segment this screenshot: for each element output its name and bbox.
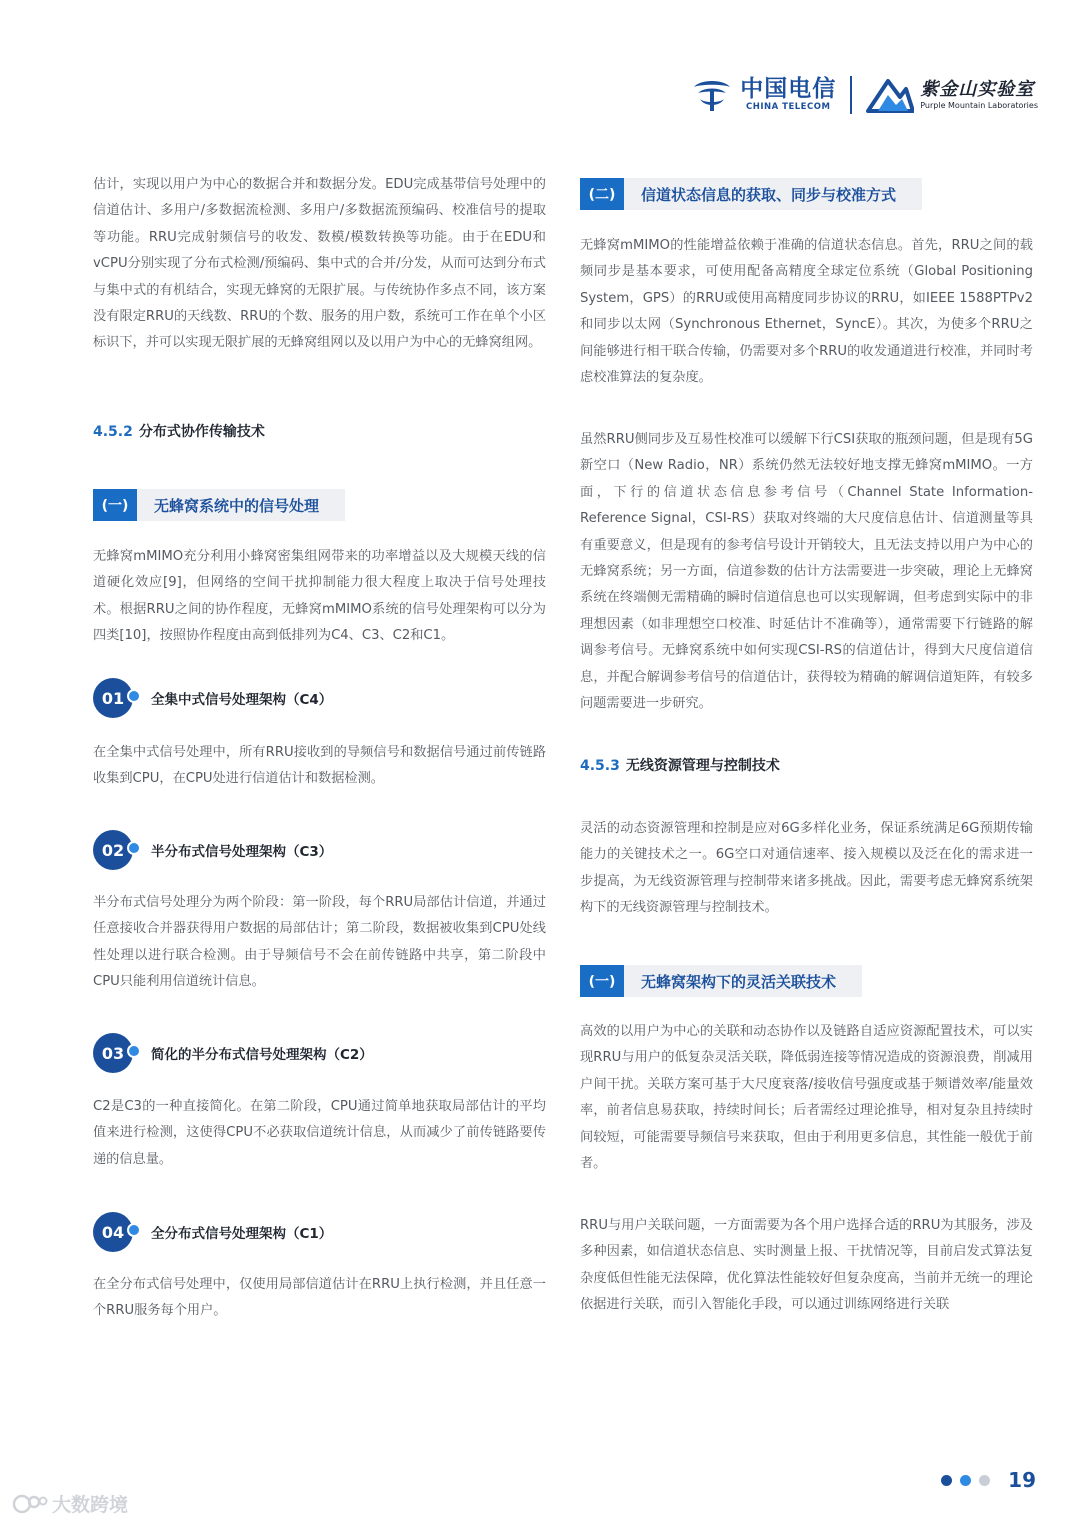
mountain-icon xyxy=(866,77,914,113)
lab-name-cn: 紫金山实验室 xyxy=(920,78,1035,100)
subheading-label: 信道状态信息的获取、同步与校准方式 xyxy=(624,178,922,210)
item-number-badge: 01 xyxy=(93,678,133,718)
subheading-label: 无蜂窝系统中的信号处理 xyxy=(137,489,345,521)
item-number-badge: 03 xyxy=(93,1033,133,1073)
logo-divider xyxy=(850,76,852,114)
item-heading-04 xyxy=(93,1212,546,1252)
china-telecom-icon xyxy=(690,77,734,113)
csi-paragraph-2: 虽然RRU侧同步及互易性校准可以缓解下行CSI获取的瓶颈问题，但是现有5G新空口（New Radio，NR）系统仍然无法较好地支撑无蜂窝mMIMO。一方面，下行的信道状态信息参考信号（Channel State Information-Reference Signal，CSI-RS）获取对终端的大尺度信息估计、信道测量等具有重要意义，但是现有的参考信号设计开销较大，且无法支持以用户为中心的无蜂窝系统；另一方面，信道参数的估计方法需要进一步突破，理论上无蜂窝系统在终端侧无需精确的瞬时信道信息也可以实现解调，但考虑到实际中的非理想因素（如非理想空口校准、时延估计不准确等），通常需要下行链路的解调参考信号。无蜂窝系统中如何实现CSI-RS的信道估计，得到大尺度信道信息，并配合解调参考信号的信道估计，获得较为精确的解调信道矩阵，有较多问题需要进一步研究。 xyxy=(580,432,1033,712)
subheading-flexible-association xyxy=(580,965,1033,997)
footer-dot-2 xyxy=(960,1475,971,1486)
csi-paragraph-1: 无蜂窝mMIMO的性能增益依赖于准确的信道状态信息。首先，RRU之间的载频同步是基本要求，可使用配备高精度全球定位系统（Global Positioning System，GPS）的RRU或使用高精度同步协议的RRU，如IEEE 1588PTPv2和同步以太网（Synchronous Ethernet，SyncE）。其次，为使多个RRU之间能够进行相干联合传输，仍需要对多个RRU的收发通道进行校准，并同时考虑校准算法的复杂度。 xyxy=(580,238,1033,386)
subheading-tag: (一) xyxy=(580,965,624,997)
lab-name-en: Purple Mountain Laboratories xyxy=(920,100,1038,110)
section-number: 4.5.2 xyxy=(93,424,133,440)
watermark-text: 大数跨境 xyxy=(52,1494,129,1516)
china-telecom-logo xyxy=(690,77,836,113)
item-paragraph-01: 在全集中式信号处理中，所有RRU接收到的导频信号和数据信号通过前传链路收集到CPU，在CPU处进行信道估计和数据检测。 xyxy=(93,745,546,787)
footer-dot-3 xyxy=(979,1475,990,1486)
subheading-label: 无蜂窝架构下的灵活关联技术 xyxy=(624,965,862,997)
section-heading-4-5-2 xyxy=(93,421,546,441)
item-paragraph-03: C2是C3的一种直接简化。在第二阶段，CPU通过简单地获取局部估计的平均值来进行检测，这使得CPU不必获取信道统计信息，从而减少了前传链路要传递的信息量。 xyxy=(93,1099,546,1167)
item-paragraph-02: 半分布式信号处理分为两个阶段：第一阶段，每个RRU局部估计信道，并通过任意接收合并器获得用户数据的局部估计；第二阶段，数据被收集到CPU处线性处理以进行联合检测。由于导频信号不会在前传链路中共享，第二阶段中CPU只能利用信道统计信息。 xyxy=(93,895,546,990)
header-logos xyxy=(690,76,1038,114)
signal-processing-paragraph: 无蜂窝mMIMO充分利用小蜂窝密集组网带来的功率增益以及大规模天线的信道硬化效应[9]，但网络的空间干扰抑制能力很大程度上取决于信号处理技术。根据RRU之间的协作程度，无蜂窝mMIMO系统的信号处理架构可以分为四类[10]，按照协作程度由高到低排列为C4、C3、C2和C1。 xyxy=(93,549,546,644)
intro-paragraph: 估计，实现以用户为中心的数据合并和数据分发。EDU完成基带信号处理中的信道估计、多用户/多数据流检测、多用户/多数据流预编码、校准信号的提取等功能。RRU完成射频信号的收发、数模/模数转换等功能。由于在EDU和vCPU分别实现了分布式检测/预编码、集中式的合并/分发，从而可达到分布式与集中式的有机结合，实现无蜂窝的无限扩展。与传统协作多点不同，该方案没有限定RRU的天线数、RRU的个数、服务的用户数，系统可工作在单个小区标识下，并可以实现无限扩展的无蜂窝组网以及以用户为中心的无蜂窝组网。 xyxy=(93,177,546,351)
watermark-logo-icon xyxy=(12,1492,48,1516)
section-heading-4-5-3 xyxy=(580,755,1033,775)
item-paragraph-04: 在全分布式信号处理中，仅使用局部信道估计在RRU上执行检测，并且任意一个RRU服务每个用户。 xyxy=(93,1277,546,1319)
item-heading-01 xyxy=(93,678,546,718)
section-number: 4.5.3 xyxy=(580,758,620,774)
item-number-badge: 04 xyxy=(93,1212,133,1252)
page-number: 19 xyxy=(1008,1468,1036,1492)
section-title: 无线资源管理与控制技术 xyxy=(625,758,780,774)
rrm-paragraph: 灵活的动态资源管理和控制是应对6G多样化业务，保证系统满足6G预期传输能力的关键技术之一。6G空口对通信速率、接入规模以及泛在化的需求进一步提高，为无线资源管理与控制带来诸多挑战。因此，需要考虑无蜂窝系统架构下的无线资源管理与控制技术。 xyxy=(580,821,1033,916)
association-paragraph-2: RRU与用户关联问题，一方面需要为各个用户选择合适的RRU为其服务，涉及多种因素，如信道状态信息、实时测量上报、干扰情况等，目前启发式算法复杂度低但性能无法保障，优化算法性能较好但复杂度高，当前并无统一的理论依据进行关联，而引入智能化手段，可以通过训练网络进行关联 xyxy=(580,1218,1033,1313)
subheading-tag: (二) xyxy=(580,178,624,210)
subheading-tag: (一) xyxy=(93,489,137,521)
item-label: 全集中式信号处理架构（C4） xyxy=(151,692,333,708)
item-heading-03 xyxy=(93,1033,546,1073)
item-label: 半分布式信号处理架构（C3） xyxy=(151,844,333,860)
item-label: 简化的半分布式信号处理架构（C2） xyxy=(151,1047,373,1063)
page-footer xyxy=(941,1468,1036,1492)
item-heading-02 xyxy=(93,830,546,870)
section-title: 分布式协作传输技术 xyxy=(138,424,265,440)
china-telecom-name-en: CHINA TELECOM xyxy=(746,102,831,113)
watermark xyxy=(12,1490,128,1517)
footer-dot-1 xyxy=(941,1475,952,1486)
subheading-csi-sync-calibration xyxy=(580,178,1033,210)
item-number-badge: 02 xyxy=(93,830,133,870)
subheading-signal-processing xyxy=(93,489,546,521)
item-label: 全分布式信号处理架构（C1） xyxy=(151,1226,333,1242)
association-paragraph-1: 高效的以用户为中心的关联和动态协作以及链路自适应资源配置技术，可以实现RRU与用户的低复杂灵活关联，降低弱连接等情况造成的资源浪费，削减用户间干扰。关联方案可基于大尺度衰落/接收信号强度或基于频谱效率/能量效率，前者信息易获取，持续时间长；后者需经过理论推导，相对复杂且持续时间较短，可能需要导频信号来获取，但由于利用更多信息，其性能一般优于前者。 xyxy=(580,1024,1033,1172)
china-telecom-name-cn: 中国电信 xyxy=(740,76,837,103)
purple-mountain-logo xyxy=(866,77,1038,113)
